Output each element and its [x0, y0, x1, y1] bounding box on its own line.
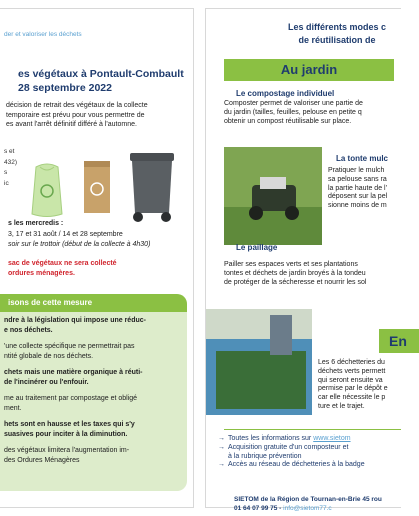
- tonte-heading: La tonte mulc: [336, 154, 389, 163]
- text-line: du jardin (tailles, feuilles, pelouse en petite q: [224, 108, 362, 116]
- text-line: qui seront ensuite va: [318, 376, 383, 384]
- decheterie-text: [318, 359, 388, 412]
- text-line: tontes et déchets de jardin broyés à la tondeu: [224, 269, 366, 277]
- footer-address: SIETOM de la Région de Tournan-en-Brie 45 rou: [234, 496, 382, 503]
- collection-title: [18, 67, 184, 95]
- warning-text: [8, 259, 117, 279]
- decheterie-photo: [206, 309, 312, 415]
- intro-text: [6, 101, 191, 130]
- reason-line: me au traitement par compostage et obligé: [4, 395, 138, 402]
- fine-line: s: [4, 169, 8, 176]
- reasons-box: [0, 294, 187, 491]
- text-line: permise par le dépôt e: [318, 385, 388, 393]
- text-line: la partie haute de l': [328, 184, 387, 192]
- text-line: déposent sur la pel: [328, 193, 388, 201]
- compostage-heading: Le compostage individuel: [236, 89, 335, 98]
- text-line: obtenir un compost réutilisable sur place.: [224, 117, 352, 125]
- title-line: es végétaux à Pontault-Combault: [18, 68, 184, 80]
- wheelie-bin-image: [124, 147, 180, 223]
- wednesday-note: soir sur le trottoir (début de la collecte à 4h30): [8, 241, 151, 248]
- reason-line: 'une collecte spécifique ne permettrait pas: [4, 343, 135, 350]
- right-page: [205, 8, 407, 512]
- intro-line: es avant l'arrêt définitif différé à l'automne.: [6, 121, 137, 128]
- reason-line: ntité globale de nos déchets.: [4, 352, 94, 360]
- tonte-text: [328, 167, 387, 211]
- wednesday-heading: s les mercredis :: [8, 220, 64, 227]
- fine-text: [4, 147, 17, 189]
- reasons-heading: isons de cette mesure: [0, 294, 187, 312]
- reason-item: [4, 368, 146, 387]
- left-page: [0, 8, 194, 508]
- paillage-text: [224, 261, 366, 287]
- reason-item: [4, 446, 146, 465]
- reason-item: [4, 342, 146, 361]
- divider: [224, 429, 401, 430]
- info-row: [218, 444, 365, 453]
- info-list: [218, 435, 365, 470]
- reason-line: suasives pour inciter à la diminution.: [4, 430, 128, 438]
- reason-line: de l'incinérer ou l'enfouir.: [4, 378, 89, 386]
- text-line: déchets verts permett: [318, 367, 386, 375]
- reason-line: hets sont en hausse et les taxes qui s'y: [4, 421, 135, 428]
- warning-line: ordures ménagères.: [8, 270, 75, 277]
- footer-phone: 01 64 07 99 75 -: [234, 505, 284, 512]
- reasons-list: [4, 316, 146, 472]
- text-line: de protéger de la sécheresse et nourrir les sol: [224, 278, 367, 286]
- website-link[interactable]: www.sietom: [313, 435, 351, 442]
- footer-email[interactable]: info@sietom77.c: [283, 505, 332, 512]
- text-line: ture et le trajet.: [318, 402, 365, 410]
- green-waste-bag-image: [28, 159, 66, 219]
- reason-line: des végétaux limitera l'augmentation im-: [4, 447, 130, 454]
- info-text: Accès au réseau de déchetteries à la badge: [228, 461, 365, 469]
- paillage-heading: Le paillage: [236, 243, 278, 252]
- reason-line: ndre à la législation qui impose une réduc-: [4, 317, 146, 324]
- intro-line: décision de retrait des végétaux de la collecte: [6, 102, 148, 109]
- title-line: Les différents modes c: [287, 22, 387, 32]
- reason-line: ment.: [4, 404, 22, 412]
- title-line: de réutilisation de: [298, 35, 376, 45]
- text-line: sionne moins de m: [328, 202, 387, 210]
- arrow-icon: →: [218, 461, 225, 469]
- reason-line: des Ordures Ménagères: [4, 456, 80, 464]
- fine-line: s et: [4, 148, 15, 155]
- info-row: [218, 435, 365, 444]
- text-line: car elle nécessite le p: [318, 394, 386, 402]
- wednesday-dates: 3, 17 et 31 août / 14 et 28 septembre: [8, 230, 123, 238]
- info-row: [218, 453, 365, 462]
- footer: [234, 495, 382, 513]
- intro-line: temporaire est prévu pour vous permettre de: [6, 111, 145, 119]
- lawnmower-photo: [224, 147, 322, 245]
- reason-item: [4, 394, 146, 413]
- paper-bag-image: [82, 157, 112, 215]
- page-title: [262, 21, 412, 47]
- info-row: [218, 461, 365, 470]
- second-banner: En: [379, 329, 419, 353]
- top-link[interactable]: der et valoriser les déchets: [4, 31, 82, 38]
- text-line: Pratiquer le mulch: [328, 167, 385, 174]
- reason-item: [4, 420, 146, 439]
- arrow-icon: →: [218, 443, 225, 451]
- info-prefix: Toutes les informations sur: [228, 435, 314, 442]
- info-text: à la rubrique prévention: [228, 452, 302, 460]
- text-line: Pailler ses espaces verts et ses plantations: [224, 261, 358, 268]
- text-line: Les 6 déchetteries du: [318, 359, 385, 366]
- arrow-icon: →: [218, 435, 225, 442]
- footer-contact: [234, 504, 382, 513]
- jardin-banner: Au jardin: [224, 59, 394, 81]
- info-text: Acquisition gratuite d'un composteur et: [228, 443, 349, 451]
- warning-line: sac de végétaux ne sera collecté: [8, 260, 117, 267]
- reason-line: e nos déchets.: [4, 326, 53, 334]
- compostage-text: [224, 100, 363, 126]
- text-line: sa pelouse sans ra: [328, 175, 387, 183]
- reason-item: [4, 316, 146, 335]
- fine-line: 432): [4, 158, 18, 166]
- title-line: 28 septembre 2022: [18, 82, 112, 94]
- fine-line: ic: [4, 179, 9, 187]
- text-line: Composter permet de valoriser une partie de: [224, 100, 363, 107]
- reason-line: chets mais une matière organique à réuti-: [4, 369, 143, 376]
- wednesday-schedule: [8, 219, 150, 251]
